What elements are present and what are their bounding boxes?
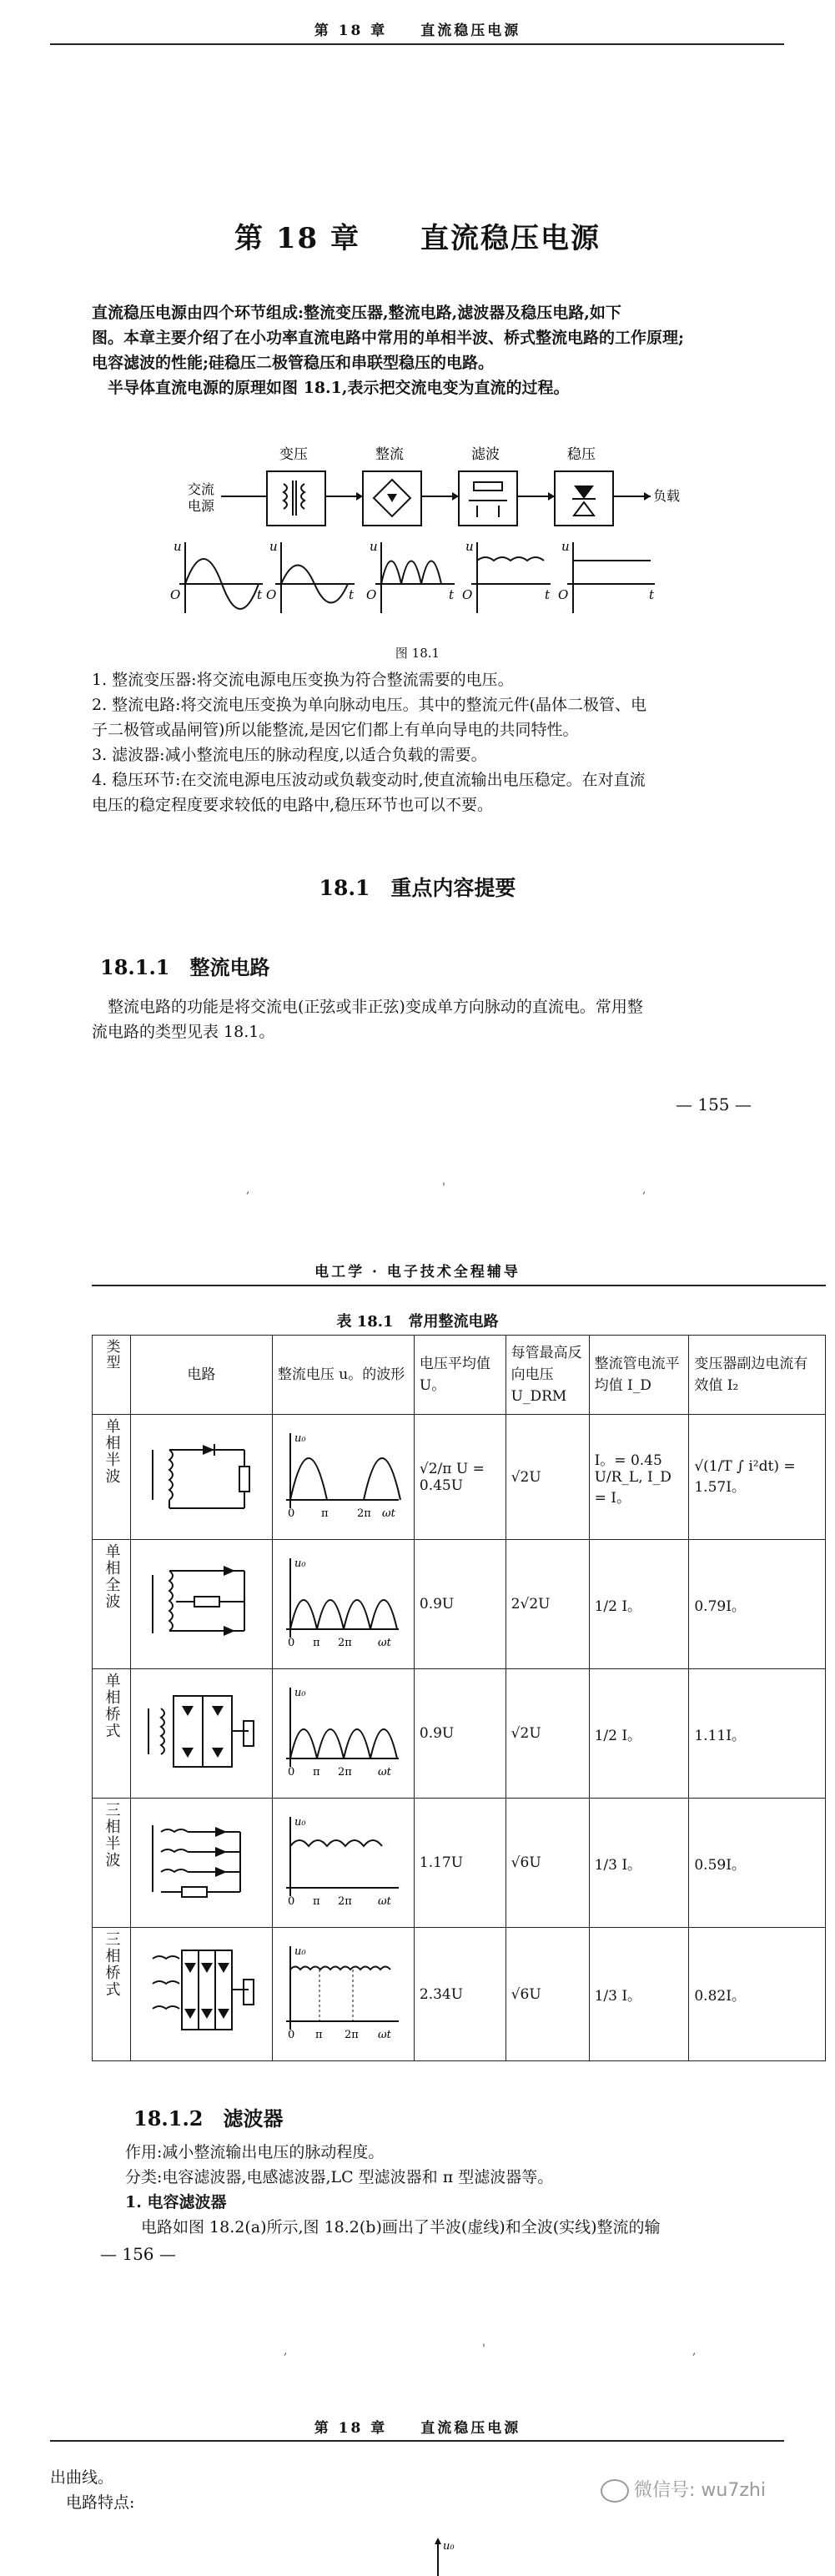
wave-2pi: 2π bbox=[337, 1637, 352, 1649]
items-list bbox=[92, 667, 784, 818]
header-rms-current: 变压器副边电流有效值 I₂ bbox=[689, 1336, 826, 1415]
cell-wave bbox=[272, 1669, 414, 1799]
cell-type: 三相半波 bbox=[93, 1799, 131, 1928]
rectifier-block bbox=[363, 446, 421, 526]
cell-rms-current: 1.11I。 bbox=[689, 1669, 826, 1799]
wave-2pi: 2π bbox=[337, 1766, 352, 1779]
header-reverse-voltage: 每管最高反向电压 U_DRM bbox=[506, 1336, 589, 1415]
intro-paragraph bbox=[92, 300, 784, 400]
wave-u: u₀ bbox=[294, 1432, 306, 1445]
wave-u: u₀ bbox=[294, 1687, 306, 1699]
cell-circuit bbox=[130, 1540, 272, 1669]
axis-label: u₀ bbox=[443, 2540, 455, 2553]
scan-mark: , bbox=[246, 1183, 250, 1196]
circuit-diagram bbox=[136, 1550, 261, 1654]
cell-circuit bbox=[130, 1669, 272, 1799]
waveform bbox=[278, 1550, 407, 1654]
circuit-diagram bbox=[136, 1938, 261, 2046]
running-head: 电工学 · 电子技术全程辅导 bbox=[314, 1264, 521, 1280]
wave-2pi: 2π bbox=[337, 1895, 352, 1908]
text-line: 电路如图 18.2(a)所示,图 18.2(b)画出了半波(虚线)和全波(实线)整流的输 bbox=[125, 2218, 661, 2236]
wave-pi: π bbox=[312, 1766, 320, 1779]
cell-type: 三相桥式 bbox=[93, 1928, 131, 2061]
cell-avg-voltage: 0.9U bbox=[414, 1540, 506, 1669]
header-avg-voltage: 电压平均值 U。 bbox=[414, 1336, 506, 1415]
axis-o: O bbox=[170, 587, 181, 602]
cell-circuit bbox=[130, 1799, 272, 1928]
axis-t: t bbox=[257, 587, 263, 602]
cell-diode-current: 1/3 I。 bbox=[589, 1799, 689, 1928]
cell-avg-voltage: 2.34U bbox=[414, 1928, 506, 2061]
wave-2pi: 2π bbox=[356, 1507, 371, 1520]
axis-u: u bbox=[269, 539, 278, 554]
wave-o: 0 bbox=[287, 1507, 295, 1520]
cell-reverse-voltage: 2√2U bbox=[506, 1540, 589, 1669]
axis-u: u bbox=[174, 539, 182, 554]
cell-reverse-voltage: √6U bbox=[506, 1799, 589, 1928]
filter-text bbox=[125, 2140, 817, 2240]
axis-t: t bbox=[649, 587, 655, 602]
cell-diode-current: 1/2 I。 bbox=[589, 1669, 689, 1799]
section-title: 18.1 重点内容提要 bbox=[319, 876, 516, 900]
text-line: 整流电路的功能是将交流电(正弦或非正弦)变成单方向脉动的直流电。常用整 bbox=[92, 998, 643, 1016]
wave-o: 0 bbox=[287, 1637, 295, 1649]
cell-rms-current: 0.82I。 bbox=[689, 1928, 826, 2061]
table-row bbox=[93, 1540, 826, 1669]
circuit-diagram bbox=[136, 1679, 261, 1784]
cell-diode-current: 1/2 I。 bbox=[589, 1540, 689, 1669]
scan-mark: ' bbox=[442, 1181, 445, 1195]
list-item: 3. 滤波器:减小整流电压的脉动程度,以适合负载的需要。 bbox=[92, 746, 487, 764]
table-header-row bbox=[93, 1336, 826, 1415]
subsection-title: 18.1.2 滤波器 bbox=[133, 2106, 284, 2131]
cell-reverse-voltage: √6U bbox=[506, 1928, 589, 2061]
intro-line: 直流稳压电源由四个环节组成:整流变压器,整流电路,滤波器及稳压电路,如下 bbox=[92, 304, 621, 322]
header-wave: 整流电压 u。的波形 bbox=[272, 1336, 414, 1415]
text-line: 1. 电容滤波器 bbox=[125, 2193, 227, 2211]
filter-block bbox=[459, 446, 517, 526]
list-item: 电压的稳定程度要求较低的电路中,稳压环节也可以不要。 bbox=[92, 796, 494, 814]
waveform bbox=[278, 1679, 407, 1784]
axis-u: u bbox=[561, 539, 570, 554]
scan-mark: ' bbox=[482, 2342, 485, 2356]
cell-avg-voltage: 0.9U bbox=[414, 1669, 506, 1799]
figure-18-1 bbox=[167, 417, 684, 634]
axis-t: t bbox=[545, 587, 551, 602]
table-row bbox=[93, 1799, 826, 1928]
axis-o: O bbox=[266, 587, 277, 602]
circuit-diagram bbox=[136, 1809, 261, 1913]
wave-o: 0 bbox=[287, 2029, 295, 2041]
cell-reverse-voltage: √2U bbox=[506, 1415, 589, 1540]
axis-o: O bbox=[462, 587, 473, 602]
wave-wt: ωt bbox=[377, 1895, 391, 1908]
axis-t: t bbox=[349, 587, 355, 602]
axis-o: O bbox=[366, 587, 377, 602]
figure-caption: 图 18.1 bbox=[395, 646, 440, 661]
wechat-icon bbox=[601, 2479, 629, 2503]
running-head: 第 18 章 直流稳压电源 bbox=[314, 23, 521, 39]
header-rule bbox=[50, 2440, 784, 2442]
page3-text bbox=[50, 2465, 634, 2515]
watermark bbox=[601, 2476, 766, 2503]
wave-pi: π bbox=[312, 1895, 320, 1908]
cell-reverse-voltage: √2U bbox=[506, 1669, 589, 1799]
intro-line: 半导体直流电源的原理如图 18.1,表示把交流电变为直流的过程。 bbox=[92, 379, 570, 397]
waveform bbox=[278, 1938, 407, 2046]
transformer-block bbox=[267, 446, 325, 526]
cell-rms-current: √(1/T ∫ i²dt) = 1.57I。 bbox=[689, 1415, 826, 1540]
wave-o: 0 bbox=[287, 1895, 295, 1908]
header-circuit: 电路 bbox=[130, 1336, 272, 1415]
page-number: — 156 — bbox=[100, 2244, 176, 2264]
wave-o: 0 bbox=[287, 1766, 295, 1779]
list-item: 2. 整流电路:将交流电压变换为单向脉动电压。其中的整流元件(晶体二极管、电 bbox=[92, 696, 646, 714]
list-item: 4. 稳压环节:在交流电源电压波动或负载变动时,使直流输出电压稳定。在对直流 bbox=[92, 771, 646, 789]
axis-o: O bbox=[558, 587, 569, 602]
cell-type: 单相全波 bbox=[93, 1540, 131, 1669]
wave-u: u₀ bbox=[294, 1557, 306, 1570]
table-caption: 表 18.1 常用整流电路 bbox=[336, 1313, 499, 1331]
table-row bbox=[93, 1415, 826, 1540]
watermark-text: 微信号: wu7zhi bbox=[634, 2480, 766, 2501]
running-head: 第 18 章 直流稳压电源 bbox=[314, 2420, 521, 2437]
text-line: 出曲线。 bbox=[50, 2468, 114, 2487]
text-line: 分类:电容滤波器,电感滤波器,LC 型滤波器和 π 型滤波器等。 bbox=[125, 2168, 554, 2186]
stage-label: 变压 bbox=[279, 446, 308, 463]
cell-rms-current: 0.59I。 bbox=[689, 1799, 826, 1928]
stage-label: 整流 bbox=[375, 446, 404, 463]
cell-wave bbox=[272, 1540, 414, 1669]
header-type: 类型 bbox=[93, 1336, 131, 1415]
table-row bbox=[93, 1669, 826, 1799]
header-rule bbox=[92, 1285, 826, 1286]
intro-line: 图。本章主要介绍了在小功率直流电路中常用的单相半波、桥式整流电路的工作原理; bbox=[92, 329, 685, 347]
rectifier-table bbox=[92, 1335, 826, 2061]
wave-pi: π bbox=[320, 1507, 329, 1520]
scan-mark: , bbox=[692, 2344, 697, 2357]
load-label: 负载 bbox=[653, 488, 681, 504]
subsection-title: 18.1.1 整流电路 bbox=[100, 955, 270, 979]
cell-wave bbox=[272, 1928, 414, 2061]
wave-wt: ωt bbox=[377, 1766, 391, 1779]
cell-rms-current: 0.79I。 bbox=[689, 1540, 826, 1669]
wave-wt: ωt bbox=[381, 1507, 395, 1520]
header-diode-current: 整流管电流平均值 I_D bbox=[589, 1336, 689, 1415]
input-label-2: 电源 bbox=[188, 498, 215, 514]
chapter-title: 第 18 章 直流稳压电源 bbox=[234, 222, 601, 255]
waveform bbox=[278, 1425, 407, 1525]
cell-avg-voltage: √2/π U = 0.45U bbox=[414, 1415, 506, 1540]
cell-circuit bbox=[130, 1415, 272, 1540]
axis-fragment bbox=[430, 2536, 463, 2576]
cell-type: 单相桥式 bbox=[93, 1669, 131, 1799]
input-label-1: 交流 bbox=[188, 481, 215, 497]
circuit-diagram bbox=[136, 1425, 261, 1525]
waveform bbox=[278, 1809, 407, 1913]
header-rule bbox=[50, 43, 784, 45]
subsection-text bbox=[92, 994, 784, 1044]
intro-line: 电容滤波的性能;硅稳压二极管稳压和串联型稳压的电路。 bbox=[92, 354, 495, 372]
cell-wave bbox=[272, 1799, 414, 1928]
scan-mark: , bbox=[284, 2344, 288, 2357]
list-item: 子二极管或晶闸管)所以能整流,是因它们都上有单向导电的共同特性。 bbox=[92, 721, 579, 739]
page-number: — 155 — bbox=[676, 1094, 752, 1114]
cell-diode-current: I。= 0.45 U/R_L, I_D = I。 bbox=[589, 1415, 689, 1540]
text-line: 作用:减小整流输出电压的脉动程度。 bbox=[125, 2143, 385, 2161]
wave-u: u₀ bbox=[294, 1816, 306, 1829]
list-item: 1. 整流变压器:将交流电源电压变换为符合整流需要的电压。 bbox=[92, 671, 514, 689]
table-row bbox=[93, 1928, 826, 2061]
cell-type: 单相半波 bbox=[93, 1415, 131, 1540]
stage-label: 稳压 bbox=[567, 446, 596, 463]
cell-wave bbox=[272, 1415, 414, 1540]
cell-circuit bbox=[130, 1928, 272, 2061]
axis-u: u bbox=[370, 539, 378, 554]
stage-label: 滤波 bbox=[471, 446, 500, 463]
axis-t: t bbox=[449, 587, 455, 602]
wave-wt: ωt bbox=[377, 1637, 391, 1649]
wave-u: u₀ bbox=[294, 1945, 306, 1958]
scan-mark: , bbox=[642, 1183, 646, 1196]
regulator-block bbox=[555, 446, 613, 526]
text-line: 流电路的类型见表 18.1。 bbox=[92, 1023, 275, 1041]
wave-pi: π bbox=[312, 1637, 320, 1649]
wave-2pi: 2π bbox=[344, 2029, 359, 2041]
cell-diode-current: 1/3 I。 bbox=[589, 1928, 689, 2061]
text-line: 电路特点: bbox=[50, 2493, 135, 2512]
wave-pi: π bbox=[314, 2029, 323, 2041]
wave-wt: ωt bbox=[377, 2029, 391, 2041]
axis-u: u bbox=[465, 539, 474, 554]
cell-avg-voltage: 1.17U bbox=[414, 1799, 506, 1928]
